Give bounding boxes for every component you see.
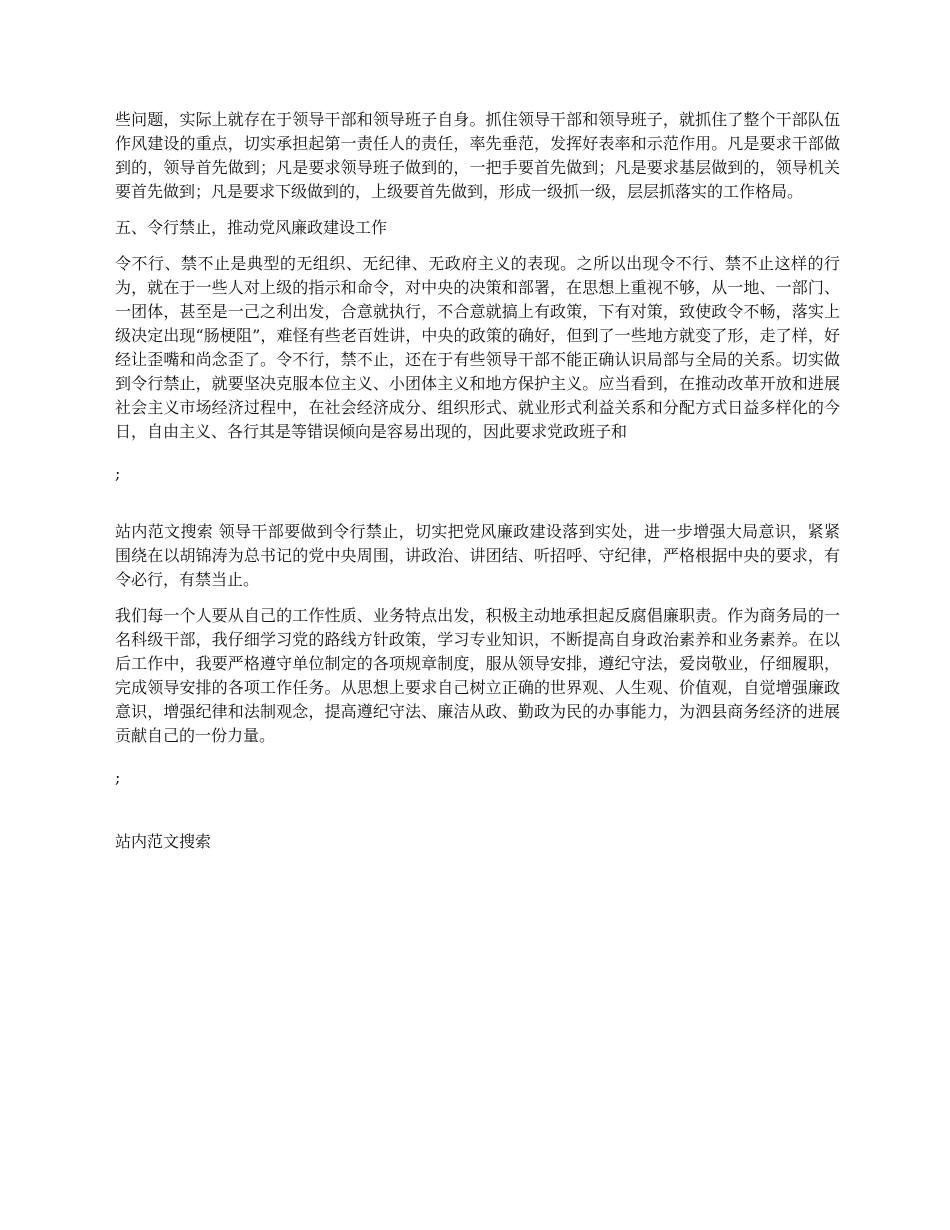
paragraph-personal-responsibility: 我们每一个人要从自己的工作性质、业务特点出发，积极主动地承担起反腐倡廉职责。作为商务局的一名科级干部，我仔细学习党的路线方针政策，学习专业知识，不断提高自身政治素养和业务素养。在以后工作中，我要严格遵守单位制定的各项规章制度，服从领导安排，遵纪守法，爱岗敬业，仔细履职，完成领导安排的各项工作任务。从思想上要求自己树立正确的世界观、人生观、价值观，自觉增强廉政意识，增强纪律和法制观念，提高遵纪守法、廉洁从政、勤政为民的办事能力，为泗县商务经济的进展贡献自己的一份力量。 xyxy=(115,606,840,745)
section-heading-five: 五、令行禁止，推动党风廉政建设工作 xyxy=(115,218,388,237)
paragraph-site-search-intro: 站内范文搜索 领导干部要做到令行禁止，切实把党风廉政建设落到实处，进一步增强大局意识，紧紧围绕在以胡锦涛为总书记的党中央周围，讲政治、讲团结、听招呼、守纪律，严格根据中央的要求，有令必行，有禁当止。 xyxy=(115,522,840,589)
site-search-link[interactable]: 站内范文搜索 xyxy=(115,832,212,851)
paragraph-leadership: 些问题，实际上就存在于领导干部和领导班子自身。抓住领导干部和领导班子，就抓住了整个干部队伍作风建设的重点，切实承担起第一责任人的责任，率先垂范，发挥好表率和示范作用。凡是要求干部做到的，领导首先做到；凡是要求领导班子做到的，一把手要首先做到；凡是要求基层做到的，领导机关要首先做到；凡是要求下级做到的，上级要首先做到，形成一级抓一级，层层抓落实的工作格局。 xyxy=(115,110,840,201)
separator-semicolon: ; xyxy=(115,464,121,483)
paragraph-orders-prohibitions: 令不行、禁不止是典型的无组织、无纪律、无政府主义的表现。之所以出现令不行、禁不止这样的行为，就在于一些人对上级的指示和命令，对中央的决策和部署，在思想上重视不够，从一地、一部门、一团体，甚至是一己之利出发，合意就执行，不合意就搞上有政策，下有对策，致使政令不畅，落实上级决定出现“肠梗阻”，难怪有些老百姓讲，中央的政策的确好，但到了一些地方就变了形，走了样，好经让歪嘴和尚念歪了。令不行，禁不止，还在于有些领导干部不能正确认识局部与全局的关系。切实做到令行禁止，就要坚决克服本位主义、小团体主义和地方保护主义。应当看到，在推动改革开放和进展社会主义市场经济过程中，在社会经济成分、组织形式、就业形式利益关系和分配方式日益多样化的今日，自由主义、各行其是等错误倾向是容易出现的，因此要求党政班子和 xyxy=(115,254,840,441)
separator-semicolon-2: ; xyxy=(115,768,121,787)
document-body xyxy=(115,108,840,866)
